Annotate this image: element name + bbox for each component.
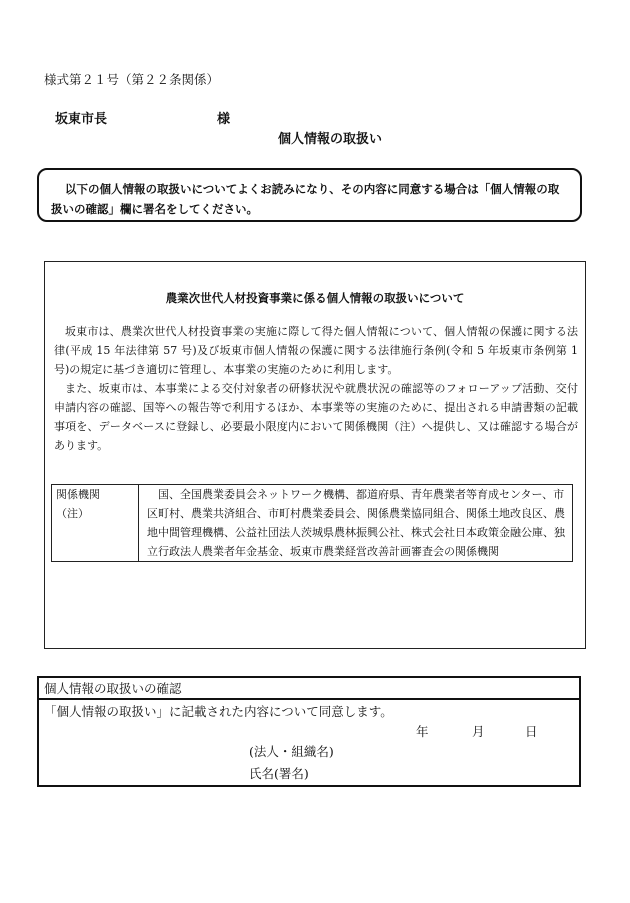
policy-body [54, 322, 578, 455]
related-label-cell [52, 485, 139, 562]
table-row [52, 485, 573, 562]
page-title-wrapper [0, 128, 630, 147]
policy-paragraph-2: また、坂東市は、本事業による交付対象者の研修状況や就農状況の確認等のフォローアップ活動、交付申請内容の確認、国等への報告等で利用するほか、本事業等の実施のために、提出される申請書類の記載事項を、データベースに登録し、必要最小限度内において関係機関（注）へ提供し、又は確認する場合があります。 [54, 382, 578, 452]
related-label-note: （注） [56, 507, 89, 520]
notice-box [37, 168, 582, 222]
notice-text: 以下の個人情報の取扱いについてよくお読みになり、その内容に同意する場合は「個人情報の取扱いの確認」欄に署名をしてください。 [51, 182, 560, 216]
policy-box [44, 261, 586, 649]
date-year-field[interactable]: 年 [416, 724, 429, 739]
corporation-name-field[interactable]: (法人・組織名) [249, 744, 334, 759]
related-label: 関係機関 [56, 488, 100, 501]
form-number: 様式第２１号（第２２条関係） [44, 72, 220, 87]
consent-statement: 「個人情報の取扱い」に記載された内容について同意します。 [44, 704, 393, 719]
page-title: 個人情報の取扱い [277, 132, 382, 147]
policy-paragraph-1: 坂東市は、農業次世代人材投資事業の実施に際して得た個人情報について、個人情報の保護に関する法律(平成 15 年法律第 57 号)及び坂東市個人情報の保護に関する法律施行条例(令和 5 年坂東市条例第 1 号)の規定に基づき適切に管理し、本事業の実施のために利用します。 [54, 325, 578, 376]
date-day-field[interactable]: 日 [525, 724, 538, 739]
date-month-field[interactable]: 月 [472, 724, 485, 739]
policy-heading: 農業次世代人材投資事業に係る個人情報の取扱いについて [165, 291, 465, 305]
related-organizations-table [51, 484, 573, 562]
signature-field[interactable]: 氏名(署名) [249, 766, 309, 781]
related-content-cell [139, 485, 573, 562]
consent-title: 個人情報の取扱いの確認 [39, 678, 579, 700]
consent-box [37, 676, 581, 787]
honorific: 様 [217, 112, 231, 127]
related-content: 国、全国農業委員会ネットワーク機構、都道府県、青年農業者等育成センター、市区町村、農業共済組合、市町村農業委員会、関係農業協同組合、関係土地改良区、農地中間管理機構、公益社団法人茨城県農林振興公社、株式会社日本政策金融公庫、独立行政法人農業者年金基金、坂東市農業経営改善計画審査会の関係機関 [147, 488, 565, 558]
addressee: 坂東市長 [55, 112, 108, 127]
